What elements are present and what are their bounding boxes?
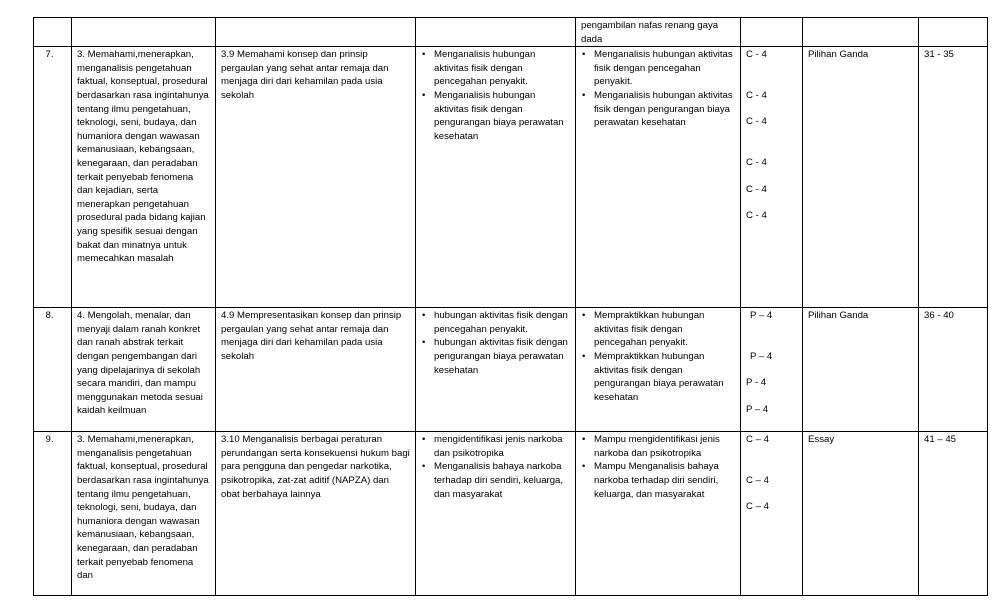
list-item: • mengidentifikasi jenis narkoba dan psikotropika bbox=[421, 433, 570, 460]
level-code: C - 4 bbox=[746, 49, 767, 61]
level-code: P - 4 bbox=[746, 377, 767, 389]
indikator-cell bbox=[576, 47, 741, 308]
bentuk-soal-cell: Pilihan Ganda bbox=[803, 308, 919, 432]
list-item: • hubungan aktivitas fisik dengan pencegahan penyakit. bbox=[421, 309, 570, 336]
level-cell bbox=[741, 432, 803, 596]
row-number: 8. bbox=[34, 308, 72, 432]
kompetensi-inti-cell: 3. Memahami,menerapkan, menganalisis pengetahuan faktual, konseptual, prosedural berdasarkan rasa ingintahunya tentang ilmu pengetahuan, teknologi, seni, budaya, dan humaniora dengan wawasan kemanusiaan, kebangsaan, kenegaraan, dan peradaban terkait penyebab fenomena dan bbox=[72, 432, 216, 596]
indikator-cell bbox=[576, 432, 741, 596]
indikator-cell bbox=[576, 308, 741, 432]
list-item: • Menganalisis hubungan aktivitas fisik dengan pencegahan penyakit. bbox=[421, 48, 570, 89]
level-code: C – 4 bbox=[746, 474, 769, 486]
level-code: C – 4 bbox=[746, 434, 769, 446]
kompetensi-inti-cell: 3. Memahami,menerapkan, menganalisis pengetahuan faktual, konseptual, prosedural berdasarkan rasa ingintahunya tentang ilmu pengetahuan, teknologi, seni, budaya, dan humaniora dengan wawasan kemanusiaan, kebangsaan, kenegaraan, dan peradaban terkait penyebab fenomena dan kejadian, serta menerapkan pengetahuan prosedural pada bidang kajian yang spesifik sesuai dengan bakat dan minatnya untuk memecahkan masalah bbox=[72, 47, 216, 308]
materi-cell bbox=[416, 432, 576, 596]
level-code: C - 4 bbox=[746, 210, 767, 222]
kompetensi-dasar-cell: 4.9 Mempresentasikan konsep dan prinsip pergaulan yang sehat antar remaja dan menjaga diri dari kehamilan pada usia sekolah bbox=[216, 308, 416, 432]
kisi-kisi-table bbox=[33, 17, 988, 596]
kompetensi-dasar-cell: 3.10 Menganalisis berbagai peraturan perundangan serta konsekuensi hukum bagi para pengguna dan pengedar narkotika, psikotropika, zat-zat aditif (NAPZA) dan obat berbahaya lainnya bbox=[216, 432, 416, 596]
level-code: C - 4 bbox=[746, 116, 767, 128]
list-item: • Menganalisis bahaya narkoba terhadap diri sendiri, keluarga, dan masyarakat bbox=[421, 460, 570, 501]
row-number: 7. bbox=[34, 47, 72, 308]
list-item: • Menganalisis hubungan aktivitas fisik dengan pengurangan biaya perawatan kesehatan bbox=[421, 89, 570, 143]
level-code: P – 4 bbox=[750, 350, 773, 362]
indicator-cell: pengambilan nafas renang gaya dada bbox=[576, 18, 741, 47]
level-code: C – 4 bbox=[746, 501, 769, 513]
nomor-soal-cell: 41 – 45 bbox=[919, 432, 988, 596]
bentuk-soal-cell: Pilihan Ganda bbox=[803, 47, 919, 308]
bentuk-soal-cell: Essay bbox=[803, 432, 919, 596]
list-item: • hubungan aktivitas fisik dengan pengurangan biaya perawatan kesehatan bbox=[421, 336, 570, 377]
nomor-soal-cell: 36 - 40 bbox=[919, 308, 988, 432]
level-cell bbox=[741, 47, 803, 308]
kompetensi-inti-cell: 4. Mengolah, menalar, dan menyaji dalam ranah konkret dan ranah abstrak terkait dengan pengembangan dari yang dipelajarinya di sekolah secara mandiri, dan mampu menggunakan metoda sesuai kaidah keilmuan bbox=[72, 308, 216, 432]
materi-cell bbox=[416, 308, 576, 432]
table-row-continued bbox=[34, 18, 988, 47]
level-code: P – 4 bbox=[750, 310, 773, 322]
row-number: 9. bbox=[34, 432, 72, 596]
list-item: • Mempraktikkan hubungan aktivitas fisik dengan pengurangan biaya perawatan kesehatan bbox=[581, 350, 735, 404]
list-item: • Mempraktikkan hubungan aktivitas fisik dengan pencegahan penyakit. bbox=[581, 309, 735, 350]
level-code: P – 4 bbox=[746, 403, 769, 415]
list-item: • Mampu Menganalisis bahaya narkoba terhadap diri sendiri, keluarga, dan masyarakat bbox=[581, 460, 735, 501]
list-item: • Menganalisis hubungan aktivitas fisik dengan pengurangan biaya perawatan kesehatan bbox=[581, 89, 735, 130]
level-cell bbox=[741, 308, 803, 432]
kompetensi-dasar-cell: 3.9 Memahami konsep dan prinsip pergaulan yang sehat antar remaja dan menjaga diri dari kehamilan pada usia sekolah bbox=[216, 47, 416, 308]
level-code: C - 4 bbox=[746, 156, 767, 168]
materi-cell bbox=[416, 47, 576, 308]
list-item: • Mampu mengidentifikasi jenis narkoba dan psikotropika bbox=[581, 433, 735, 460]
table-row bbox=[34, 47, 988, 308]
level-code: C - 4 bbox=[746, 89, 767, 101]
list-item: • Menganalisis hubungan aktivitas fisik dengan pencegahan penyakit. bbox=[581, 48, 735, 89]
table-row bbox=[34, 308, 988, 432]
level-code: C - 4 bbox=[746, 183, 767, 195]
table-row bbox=[34, 432, 988, 596]
nomor-soal-cell: 31 - 35 bbox=[919, 47, 988, 308]
